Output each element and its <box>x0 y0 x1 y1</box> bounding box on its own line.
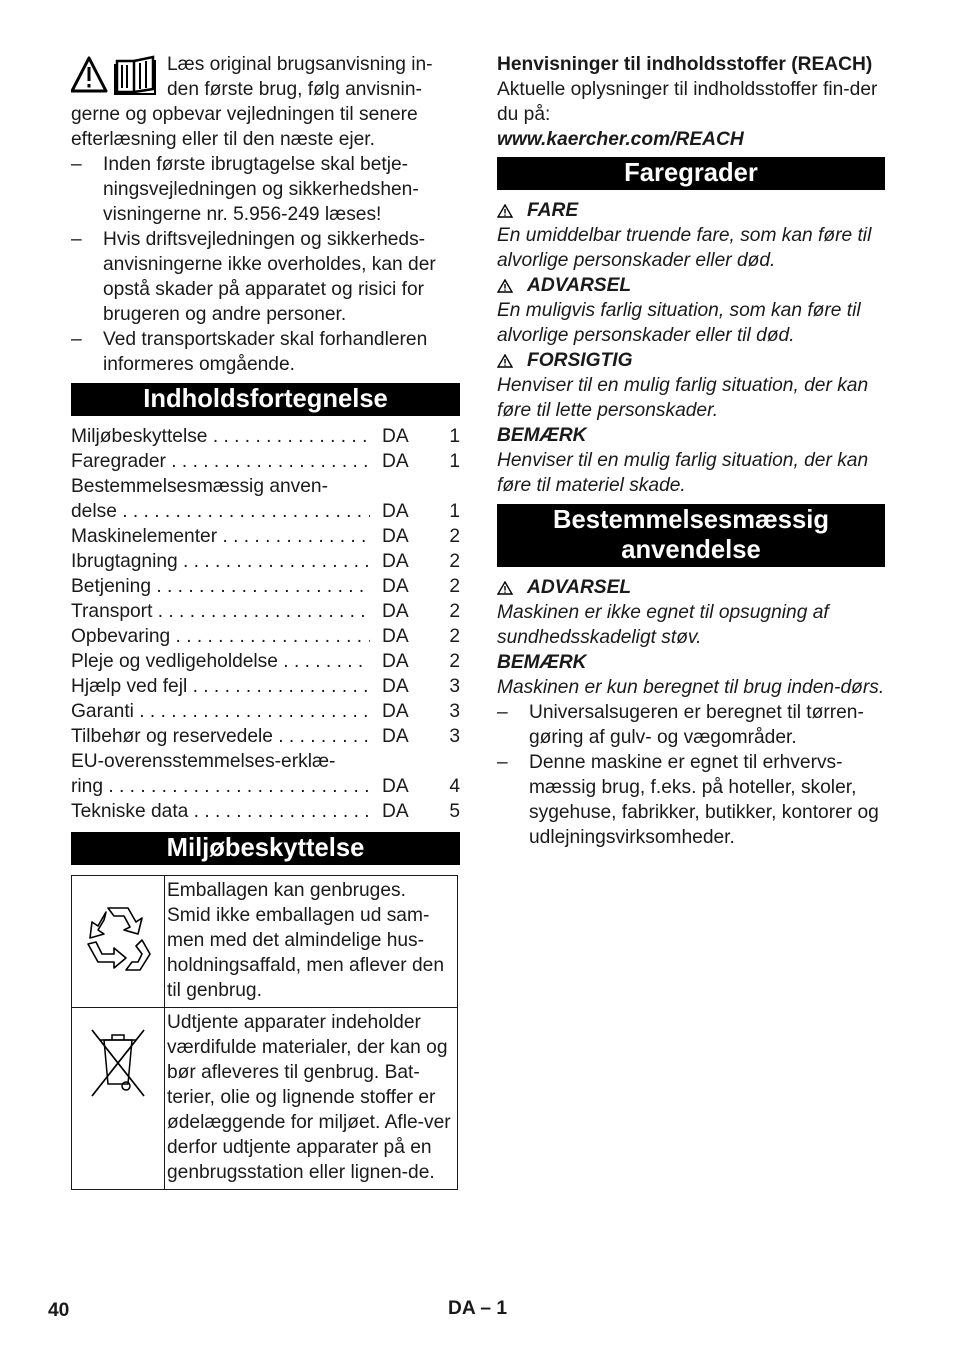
toc-item[interactable] <box>71 799 460 824</box>
hazard-item <box>497 348 885 423</box>
toc-heading: Indholdsfortegnelse <box>71 383 460 416</box>
intro-bullet: – Hvis driftsvejledningen og sikkerheds-anvisningerne ikke overholdes, kan der opstå skader på apparatet og risici for brugeren og andre personer. <box>71 227 460 327</box>
toc-item-title: Tekniske data . . . <box>71 799 370 824</box>
toc-item-lang: DA <box>382 726 409 747</box>
toc-item-title: Bestemmelsesmæssig anven- <box>71 476 328 497</box>
intro-block <box>71 52 460 377</box>
section-page: DA – 1 <box>448 1298 508 1319</box>
toc-item-lang: DA <box>382 776 409 797</box>
warning-icon <box>497 581 513 595</box>
left-column <box>71 52 460 1190</box>
toc-item-page: 4 <box>449 776 460 797</box>
toc-item-lang: DA <box>382 651 409 672</box>
toc-item-title: Hjælp ved fejl . . . <box>71 674 370 699</box>
hazard-item <box>497 198 885 273</box>
intended-bullet: – Denne maskine er egnet til erhvervs-mæssig brug, f.eks. på hoteller, skoler, sygehuse, fabrikker, butikker, kontorer og udlejningsvirksomheder. <box>497 750 885 850</box>
hazard-label: FARE <box>527 200 579 221</box>
toc-item-title: Betjening . . . <box>71 574 370 599</box>
env-row <box>72 876 458 1008</box>
toc-item-page: 3 <box>449 676 460 697</box>
intro-line-1: Læs original brugsanvisning in- <box>167 54 433 75</box>
toc-item-page: 2 <box>449 626 460 647</box>
toc-item-page: 1 <box>449 426 460 447</box>
toc-item-lang: DA <box>382 626 409 647</box>
intended-warning-text: Maskinen er ikke egnet til opsugning af sundhedsskadeligt støv. <box>497 602 829 648</box>
warning-icon <box>497 354 513 368</box>
toc-item-page: 2 <box>449 601 460 622</box>
toc-item-lang: DA <box>382 501 409 522</box>
reach-text: Aktuelle oplysninger til indholdsstoffer fin-der du på: <box>497 79 878 125</box>
intro-bullet: – Inden første ibrugtagelse skal betje-ningsvejledningen og sikkerhedshen-visningerne nr. 5.956-249 læses! <box>71 152 460 227</box>
toc-item[interactable] <box>71 724 460 749</box>
hazard-text: En muligvis farlig situation, som kan føre til alvorlige personskader eller til død. <box>497 300 861 346</box>
toc-item-title-cont: ring . . . <box>71 774 370 799</box>
env-icon-cell <box>72 1008 165 1190</box>
env-table <box>71 875 458 1190</box>
hazard-item <box>497 423 885 498</box>
toc-item-lang: DA <box>382 426 409 447</box>
toc-item-page: 2 <box>449 526 460 547</box>
hazard-label: BEMÆRK <box>497 425 587 446</box>
hazard-label: FORSIGTIG <box>527 350 633 371</box>
toc-item[interactable] <box>71 624 460 649</box>
env-text: Emballagen kan genbruges. Smid ikke emballagen ud sam-men med det almindelige hus-holdningsaffald, men aflever den til genbrug. <box>165 876 458 1008</box>
intended-heading <box>497 504 885 567</box>
toc-item-title: Opbevaring . . . <box>71 624 370 649</box>
right-column <box>497 52 885 850</box>
intended-heading-line2: anvendelse <box>621 536 761 564</box>
toc-item-title: EU-overensstemmelses-erklæ- <box>71 751 336 772</box>
env-heading: Miljøbeskyttelse <box>71 832 460 865</box>
toc-item[interactable] <box>71 424 460 449</box>
hazard-text: Henviser til en mulig farlig situation, der kan føre til lette personskader. <box>497 375 869 421</box>
toc-item-lang: DA <box>382 676 409 697</box>
toc-item-title: Garanti . . . <box>71 699 370 724</box>
toc-item-title: Ibrugtagning . . . <box>71 549 370 574</box>
crossed-bin-icon <box>86 1026 150 1100</box>
toc-item-page: 2 <box>449 651 460 672</box>
hazard-label: ADVARSEL <box>527 275 632 296</box>
toc-item-page: 5 <box>449 801 460 822</box>
hazard-item <box>497 273 885 348</box>
toc-item-lang: DA <box>382 576 409 597</box>
toc-item[interactable] <box>71 649 460 674</box>
toc-item-page: 2 <box>449 576 460 597</box>
toc-item-page: 3 <box>449 701 460 722</box>
page-number: 40 <box>48 1300 70 1321</box>
env-row <box>72 1008 458 1190</box>
warning-icon <box>497 204 513 218</box>
intended-note-label: BEMÆRK <box>497 652 587 673</box>
toc-item[interactable] <box>71 474 460 524</box>
toc-item-title: Tilbehør og reservedele . . . <box>71 724 370 749</box>
intended-bullet: – Universalsugeren er beregnet til tørren-gøring af gulv- og vægområder. <box>497 700 885 750</box>
intro-line-2: den første brug, følg anvisnin- <box>167 79 422 100</box>
env-icon-cell <box>72 876 165 1008</box>
intended-warning-label: ADVARSEL <box>527 577 632 598</box>
toc-item-lang: DA <box>382 551 409 572</box>
reach-heading: Henvisninger til indholdsstoffer (REACH) <box>497 54 873 75</box>
toc-item-title: Faregrader . . . <box>71 449 370 474</box>
recycle-icon <box>80 900 156 976</box>
intro-bullet: – Ved transportskader skal forhandleren informeres omgående. <box>71 327 460 377</box>
toc-item-page: 2 <box>449 551 460 572</box>
toc-item-page: 1 <box>449 501 460 522</box>
toc-list <box>71 424 460 824</box>
hazard-text: En umiddelbar truende fare, som kan føre til alvorlige personskader eller død. <box>497 225 872 271</box>
toc-item-lang: DA <box>382 451 409 472</box>
intended-heading-line1: Bestemmelsesmæssig <box>553 506 829 534</box>
toc-item[interactable] <box>71 674 460 699</box>
toc-item[interactable] <box>71 549 460 574</box>
toc-item[interactable] <box>71 749 460 799</box>
hazard-text: Henviser til en mulig farlig situation, der kan føre til materiel skade. <box>497 450 869 496</box>
toc-item-page: 1 <box>449 451 460 472</box>
intended-note-text: Maskinen er kun beregnet til brug inden-dørs. <box>497 677 885 698</box>
intro-rest: gerne og opbevar vejledningen til senere efterlæsning eller til den næste ejer. <box>71 104 418 150</box>
toc-item-title: Transport . . . <box>71 599 370 624</box>
reach-link[interactable]: www.kaercher.com/REACH <box>497 129 744 150</box>
toc-item-title-cont: delse . . . <box>71 499 370 524</box>
toc-item[interactable] <box>71 599 460 624</box>
toc-item-title: Maskinelementer . . . <box>71 524 370 549</box>
toc-item-lang: DA <box>382 801 409 822</box>
toc-item-title: Pleje og vedligeholdelse . . . <box>71 649 370 674</box>
hazards-heading: Faregrader <box>497 157 885 190</box>
warning-icon <box>497 279 513 293</box>
intro-icons <box>71 55 163 101</box>
toc-item[interactable] <box>71 574 460 599</box>
toc-item[interactable] <box>71 699 460 724</box>
toc-item-page: 3 <box>449 726 460 747</box>
env-text: Udtjente apparater indeholder værdifulde materialer, der kan og bør afleveres til genbrug. Bat-terier, olie og lignende stoffer er ødelæggende for miljøet. Afle-ver derfor udtjente apparater på en genbrugsstation eller lignen-de. <box>165 1008 458 1190</box>
toc-item-lang: DA <box>382 701 409 722</box>
toc-item-title: Miljøbeskyttelse . . . <box>71 424 370 449</box>
toc-item[interactable] <box>71 449 460 474</box>
toc-item-lang: DA <box>382 601 409 622</box>
toc-item-lang: DA <box>382 526 409 547</box>
warning-manual-icon <box>71 55 163 95</box>
toc-item[interactable] <box>71 524 460 549</box>
